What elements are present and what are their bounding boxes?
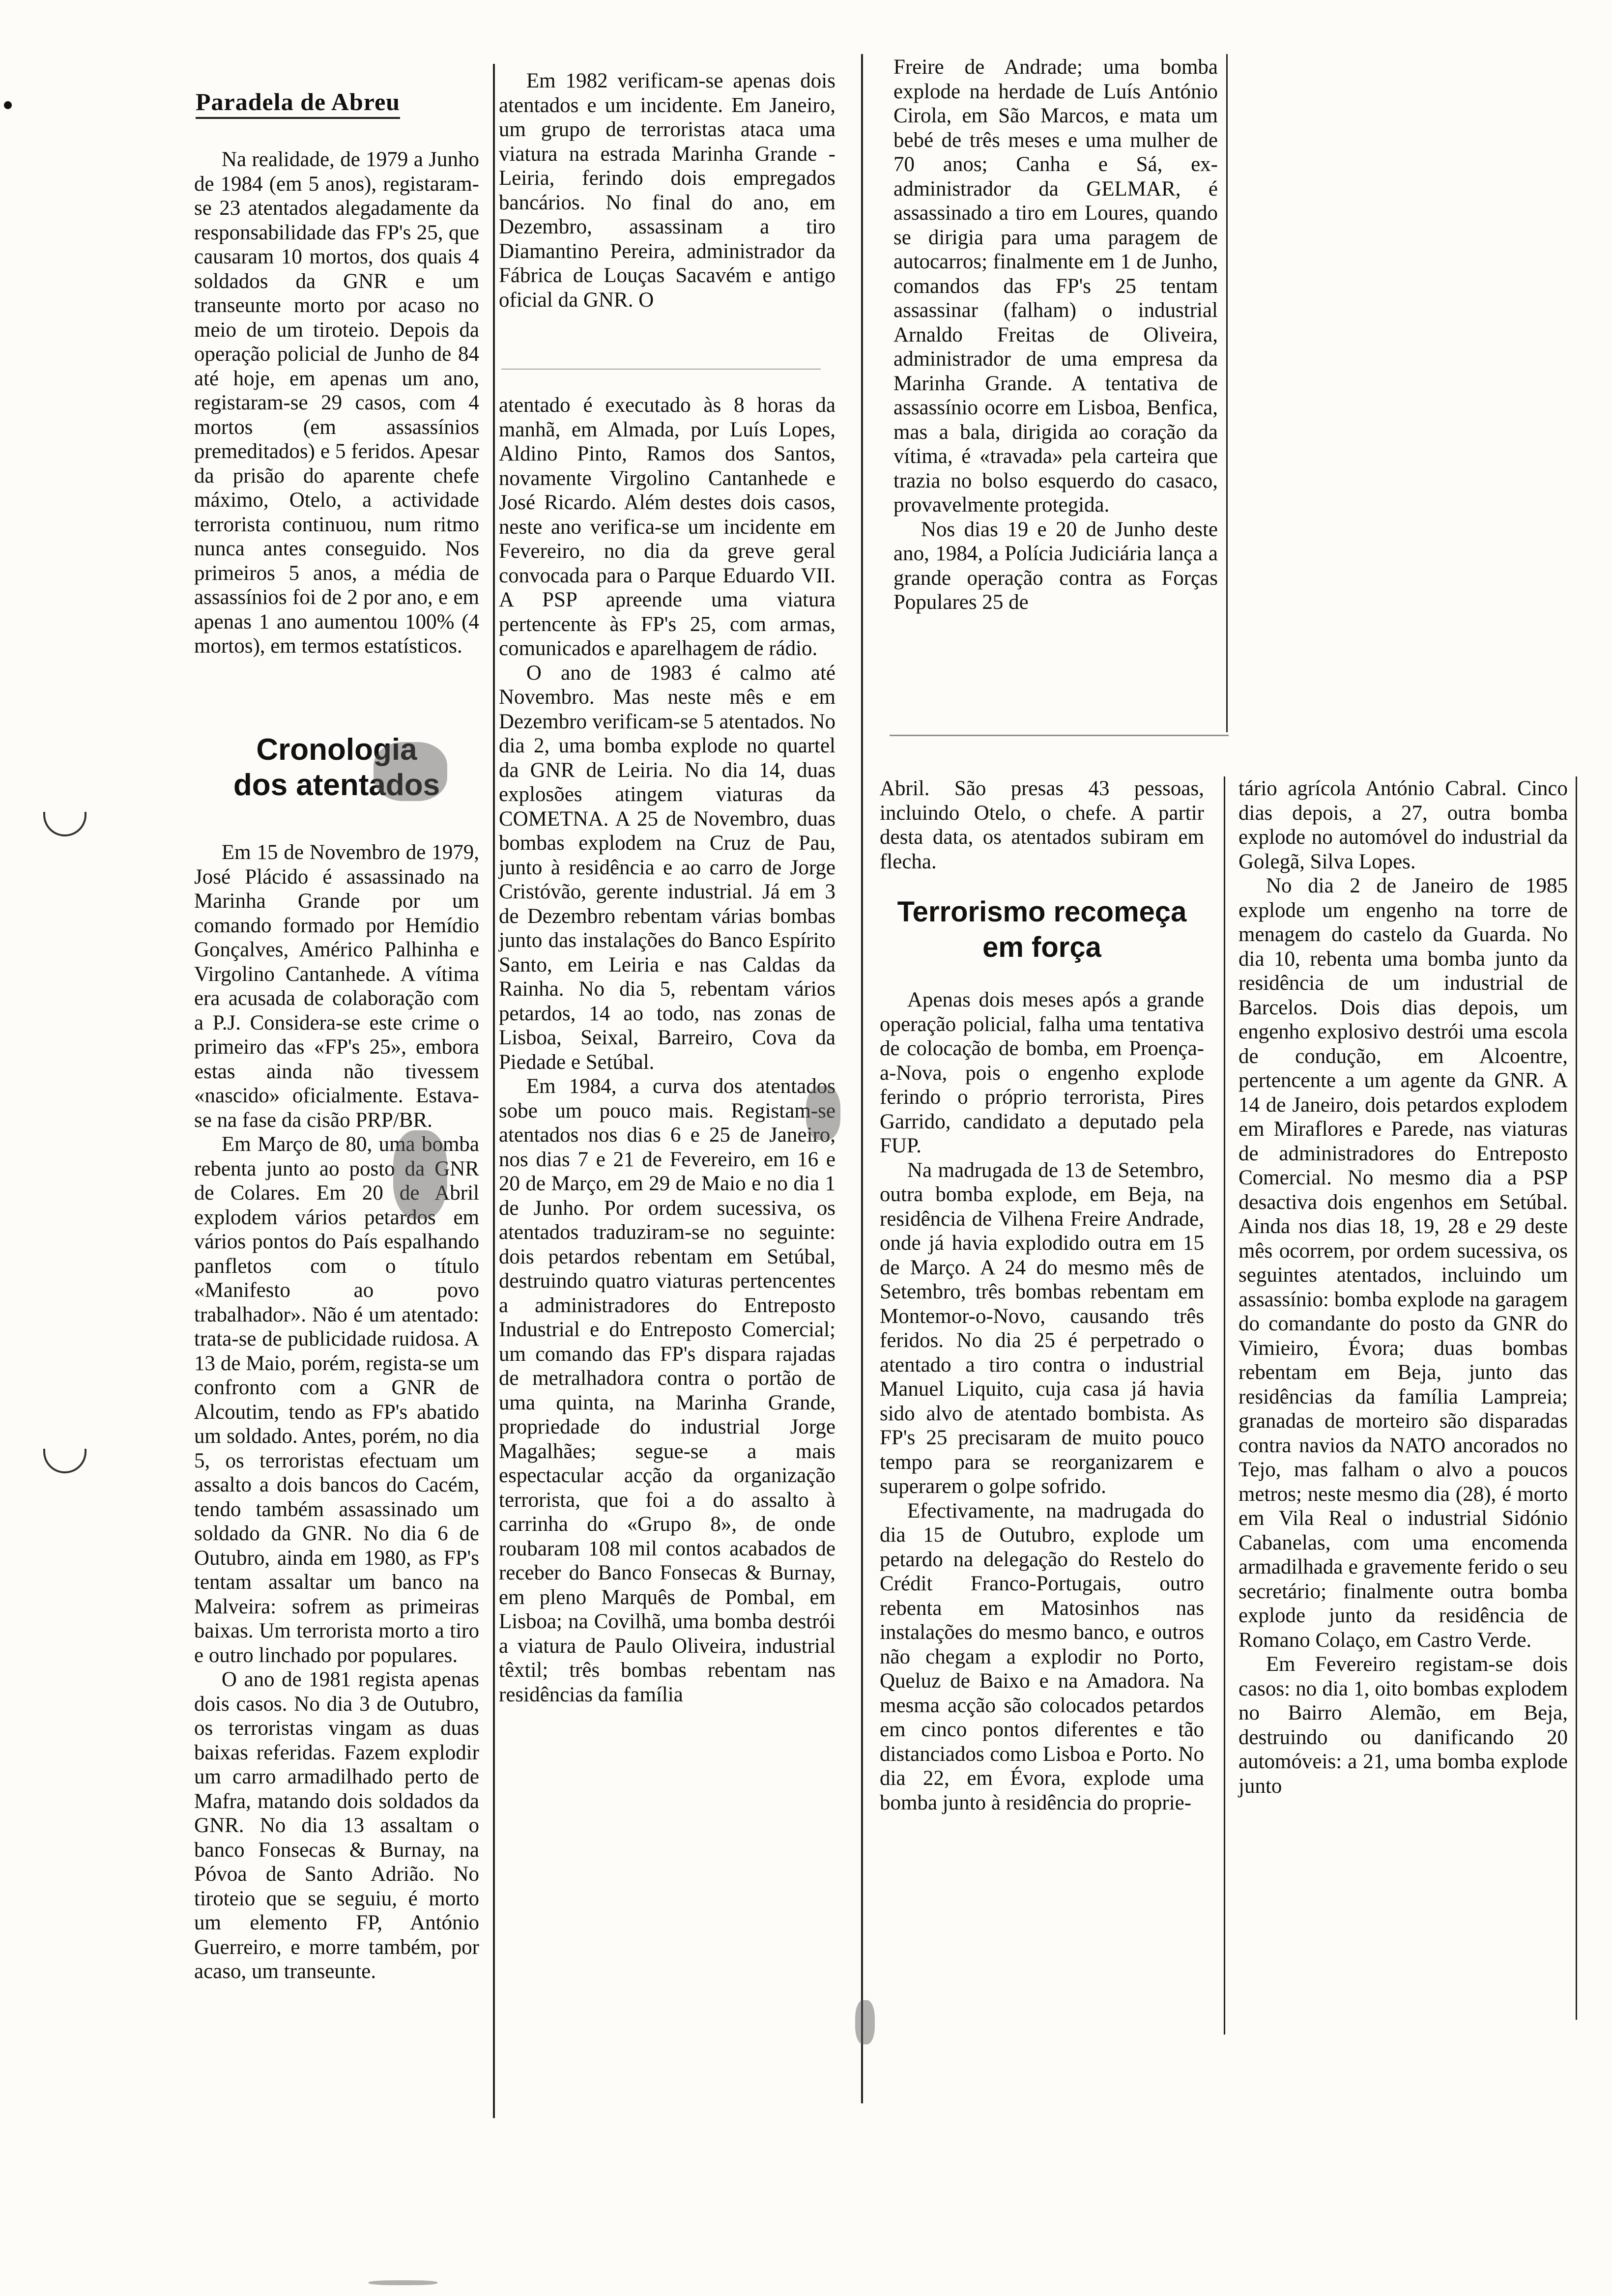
- scan-noise: [855, 2000, 875, 2044]
- column-1-chronology: [194, 840, 479, 1984]
- column-divider: [1226, 54, 1228, 732]
- paragraph: O ano de 1981 regista apenas dois casos. No dia 3 de Outubro, os terroristas vingam as duas baixas referidas. Fazem explodir um carro armadilhado perto de Mafra, matando dois soldados da GNR. No dia 13 assaltam o banco Fonsecas & Burnay, na Póvoa de Santo Adrião. No tiroteio que se seguiu, é morto um elemento FP, António Guerreiro, e morre também, por acaso, um transeunte.: [194, 1668, 479, 1983]
- column-3-main: [880, 988, 1204, 1815]
- column-1-intro: [194, 147, 479, 659]
- column-4: [1238, 776, 1568, 1798]
- paragraph: Em Fevereiro registam-se dois casos: no dia 1, oito bombas explodem no Bairro Alemão, em Beja, destruindo ou danificando 20 automóveis: a 21, uma bomba explode junto: [1238, 1653, 1568, 1798]
- column-2-top: [499, 69, 835, 312]
- paragraph: O ano de 1983 é calmo até Novembro. Mas neste mês e em Dezembro verificam-se 5 atentados. No dia 2, uma bomba explode no quartel da GNR de Leiria. No dia 14, duas explosões atingem viaturas da COMETNA. A 25 de Novembro, duas bombas explodem na Cruz de Pau, junto à residência e ao carro de Jorge Cristóvão, gerente industrial. Já em 3 de Dezembro rebentam várias bombas junto das instalações do Banco Espírito Santo, em Leiria e nas Caldas da Rainha. No dia 5, rebentam vários petardos, 14 ao todo, nas zonas de Lisboa, Seixal, Barreiro, Cova da Piedade e Setúbal.: [499, 661, 835, 1074]
- paragraph: Freire de Andrade; uma bomba explode na herdade de Luís António Cirola, em São Marcos, e mata um bebé de três meses e uma mulher de 70 anos; Canha e Sá, ex-administrador da GELMAR, é assassinado a tiro em Loures, quando se dirigia para uma paragem de autocarros; finalmente em 1 de Junho, comandos das FP's 25 tentam assassinar (falham) o industrial Arnaldo Freitas de Oliveira, administrador de uma empresa da Marinha Grande. A tentativa de assassínio ocorre em Lisboa, Benfica, mas a bala, dirigida ao coração da vítima, é «travada» pela carteira que trazia no bolso esquerdo do casaco, provavelmente protegida.: [893, 56, 1218, 517]
- paragraph: No dia 2 de Janeiro de 1985 explode um engenho na torre de menagem do castelo da Guarda. No dia 10, rebenta uma bomba junto da residência de um industrial de Barcelos. Dois dias depois, um engenho explosivo destrói uma escola de condução, em Alcoentre, pertencente a um agente da GNR. A 14 de Janeiro, dois petardos explodem em Miraflores e Parede, nas viaturas de administradores do Entreposto Comercial. No mesmo dia a PSP desactiva dois engenhos em Setúbal. Ainda nos dias 18, 19, 28 e 29 deste mês ocorrem, por ordem sucessiva, os seguintes atentados, incluindo um assassínio: bomba explode na garagem do comandante do posto da GNR do Vimieiro, Évora; duas bombas rebentam em Beja, junto das residências da família Lampreia; granadas de morteiro são disparadas contra navios da NATO ancorados no Tejo, mas falham o alvo a poucos metros; neste mesmo dia (28), é morto em Vila Real o industrial Sidónio Cabanelas, com uma encomenda armadilhada e gravemente ferido o seu secretário; finalmente outra bomba explode junto da residência de Romano Colaço, em Castro Verde.: [1238, 874, 1568, 1652]
- separator: [890, 735, 1229, 736]
- heading-line: dos atentados: [233, 768, 440, 802]
- paragraph: Efectivamente, na madrugada do dia 15 de Outubro, explode um petardo na delegação do Restelo do Crédit Franco-Portugais, outro rebenta em Matosinhos nas instalações do mesmo banco, e outros não chegam a explodir no Porto, Queluz de Baixo e na Amadora. Na mesma acção são colocados petardos em cinco pontos diferentes e tão distanciados como Lisboa e Porto. No dia 22, em Évora, explode uma bomba junto à residência do proprie-: [880, 1499, 1204, 1814]
- scan-noise: [806, 1086, 840, 1140]
- heading-line: Terrorismo recomeça: [897, 896, 1187, 928]
- column-3-intro: [880, 776, 1204, 874]
- scan-noise: [374, 742, 447, 801]
- column-divider: [861, 54, 863, 2103]
- section-heading-terrorism: [880, 894, 1204, 965]
- paragraph: Na madrugada de 13 de Setembro, outra bomba explode, em Beja, na residência de Vilhena Freire Andrade, onde já havia explodido outra em 15 de Março. A 24 do mesmo mês de Setembro, três bombas rebentam em Montemor-o-Novo, causando três feridos. No dia 25 é perpetrado o atentado a tiro contra o industrial Manuel Liquito, cuja casa já havia sido alvo de atentado bombista. As FP's 25 precisaram de muito pouco tempo para se reorganizarem e superarem o golpe sofrido.: [880, 1158, 1204, 1498]
- paragraph: atentado é executado às 8 horas da manhã, em Almada, por Luís Lopes, Aldino Pinto, Ramos dos Santos, novamente Virgolino Cantanhede e José Ricardo. Além destes dois casos, neste ano verifica-se um incidente em Fevereiro, no dia da greve geral convocada para o Parque Eduardo VII. A PSP apreende uma viatura pertencente às FP's 25, com armas, comunicados e aparelhagem de rádio.: [499, 394, 835, 660]
- punch-hole-mark: [43, 812, 86, 836]
- paragraph: Nos dias 19 e 20 de Junho deste ano, 1984, a Polícia Judiciária lança a grande operação contra as Forças Populares 25 de: [893, 517, 1218, 614]
- scan-noise: [369, 2280, 437, 2285]
- punch-hole-mark: [43, 1449, 86, 1473]
- column-divider: [493, 64, 495, 2118]
- paragraph: tário agrícola António Cabral. Cinco dias depois, a 27, outra bomba explode no automóvel do industrial da Golegã, Silva Lopes.: [1238, 777, 1568, 873]
- margin-dot: [4, 101, 12, 109]
- column-divider: [1224, 776, 1225, 2035]
- paragraph: Em 1982 verificam-se apenas dois atentados e um incidente. Em Janeiro, um grupo de terroristas ataca uma viatura na estrada Marinha Grande - Leiria, ferindo dois empregados bancários. No final do ano, em Dezembro, assassinam a tiro Diamantino Pereira, administrador da Fábrica de Louças Sacavém e antigo oficial da GNR. O: [499, 69, 835, 312]
- paragraph: Em 1984, a curva dos atentados sobe um pouco mais. Registam-se atentados nos dias 6 e 25 de Janeiro, nos dias 7 e 21 de Fevereiro, em 16 e 20 de Março, em 29 de Maio e no dia 1 de Junho. Por ordem sucessiva, os atentados traduziram-se no seguinte: dois petardos rebentam em Setúbal, destruindo quatro viaturas pertencentes a administradores do Entreposto Industrial e do Entreposto Comercial; um comando das FP's dispara rajadas de metralhadora contra o portão de uma quinta, na Marinha Grande, propriedade do industrial Jorge Magalhães; segue-se a mais espectacular acção da organização terrorista, que foi a do assalto à carrinha do «Grupo 8», de onde roubaram 108 mil contos acabados de receber do Banco Fonsecas & Burnay, em pleno Marquês de Pombal, em Lisboa; na Covilhã, uma bomba destrói a viatura de Paulo Oliveira, industrial têxtil; três bombas rebentam nas residências da família: [499, 1075, 835, 1706]
- heading-line: em força: [982, 931, 1101, 963]
- paragraph: Em Março de 80, uma bomba rebenta junto ao posto da GNR de Colares. Em 20 de Abril explodem vários petardos em vários pontos do País espalhando panfletos com o título «Manifesto ao povo trabalhador». Não é um atentado: trata-se de publicidade ruidosa. A 13 de Maio, porém, regista-se um confronto com a GNR de Alcoutim, tendo as FP's abatido um soldado. Antes, porém, no dia 5, os terroristas efectuam um assalto a dois bancos do Cacém, tendo também assassinado um soldado da GNR. No dia 6 de Outubro, ainda em 1980, as FP's tentam assaltar um banco na Malveira: sofrem as primeiras baixas. Um terrorista morto a tiro e outro linchado por populares.: [194, 1133, 479, 1667]
- paragraph: Na realidade, de 1979 a Junho de 1984 (em 5 anos), registaram-se 23 atentados alegadamente da responsabilidade das FP's 25, que causaram 10 mortos, dos quais 4 soldados da GNR e um transeunte morto por acaso no meio de um tiroteio. Depois da operação policial de Junho de 84 até hoje, em apenas um ano, registaram-se 29 casos, com 4 mortos (em assassínios premeditados) e 5 feridos. Apesar da prisão do aparente chefe máximo, Otelo, a actividade terrorista continuou, num ritmo nunca antes conseguido. Nos primeiros 5 anos, a média de assassínios foi de 2 por ano, e em apenas 1 ano aumentou 100% (4 mortos), em termos estatísticos.: [194, 148, 479, 658]
- heading-line: Cronologia: [256, 733, 417, 767]
- column-3-top: [893, 55, 1218, 615]
- column-2-main: [499, 393, 835, 1707]
- author-byline: Paradela de Abreu: [196, 87, 400, 119]
- scan-noise: [393, 1130, 447, 1219]
- separator: [501, 369, 821, 370]
- paragraph: Apenas dois meses após a grande operação policial, falha uma tentativa de colocação de bomba, em Proença-a-Nova, pois o engenho explode ferindo o próprio terrorista, Pires Garrido, candidato a deputado pela FUP.: [880, 988, 1204, 1157]
- column-divider: [1576, 776, 1577, 2020]
- paragraph: Em 15 de Novembro de 1979, José Plácido é assassinado na Marinha Grande por um comando formado por Hemídio Gonçalves, Américo Palhinha e Virgolino Cantanhede. A vítima era acusada de colaboração com a P.J. Considera-se este crime o primeiro das «FP's 25», embora estas ainda não tivessem «nascido» oficialmente. Estava-se na fase da cisão PRP/BR.: [194, 841, 479, 1132]
- paragraph: Abril. São presas 43 pessoas, incluindo Otelo, o chefe. A partir desta data, os atentados subiram em flecha.: [880, 777, 1204, 873]
